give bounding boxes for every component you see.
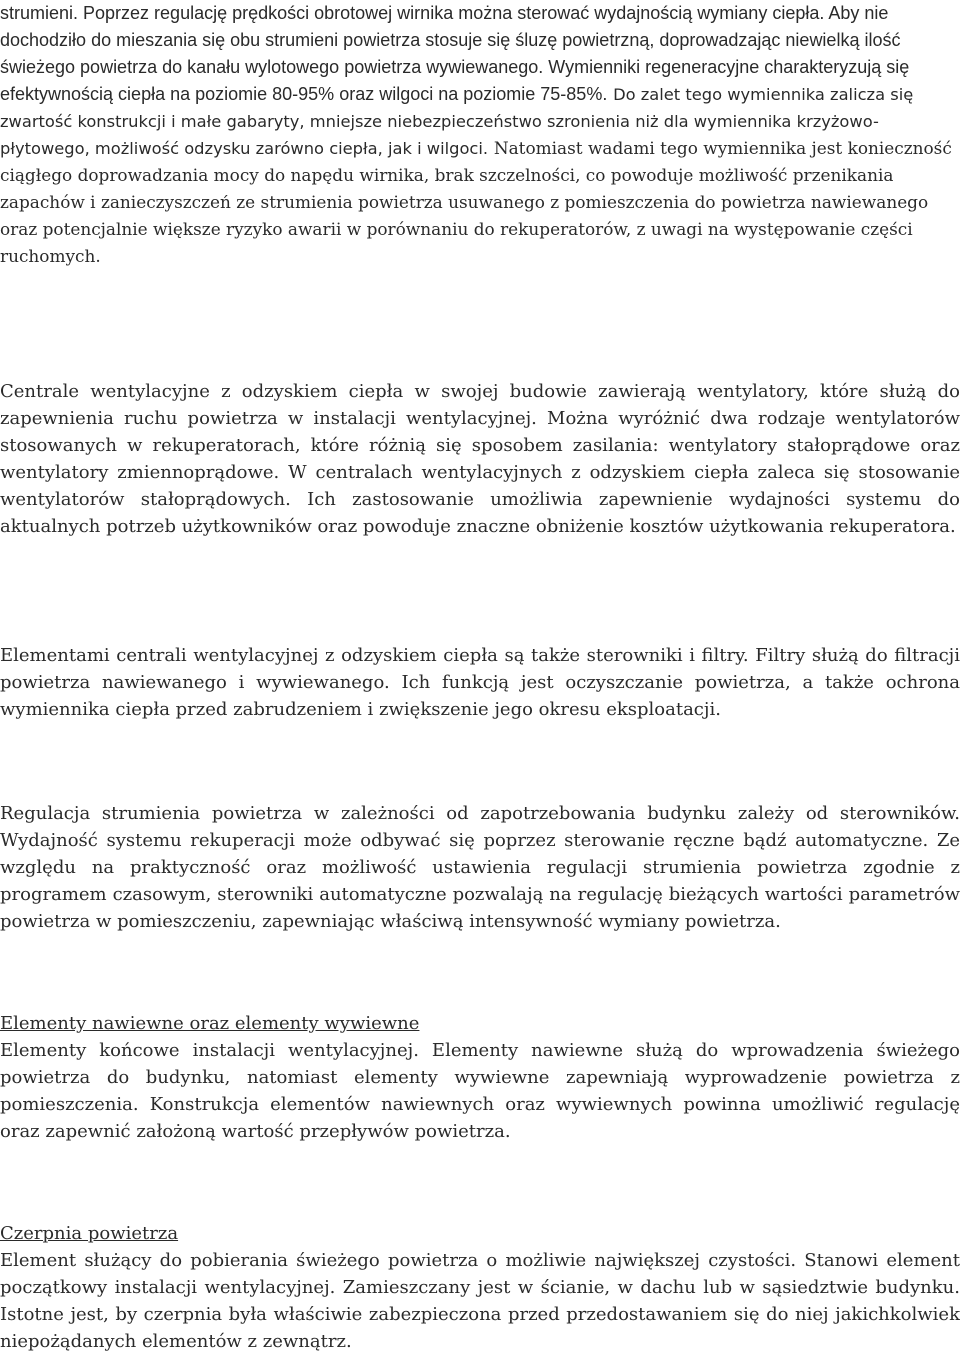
paragraph-controllers-filters: Elementami centrali wentylacyjnej z odzyskiem ciepła są także sterowniki i filtry. Filtry służą do filtracji powietrza nawiewanego i wywiewanego. Ich funkcją jest oczyszczanie powietrza, a także ochrona wymiennika ciepła przed zabrudzeniem i zwiększenie jego okresu eksploatacji. [0,645,960,720]
paragraph-fans: Centrale wentylacyjne z odzyskiem ciepła w swojej budowie zawierają wentylatory, które służą do zapewnienia ruchu powietrza w instalacji wentylacyjnej. Można wyróżnić dwa rodzaje wentylatorów stosowanych w rekuperatorach, które różnią się sposobem zasilania: wentylatory stałoprądowe oraz wentylatory zmiennoprądowe. W centralach wentylacyjnych z odzyskiem ciepła zaleca się stosowanie wentylatorów stałoprądowych. Ich zastosowanie umożliwia zapewnienie wydajności systemu do aktualnych potrzeb użytkowników oraz powoduje znaczne obniżenie kosztów użytkowania rekuperatora. [0,381,960,537]
section-air-intake [0,1220,960,1355]
section-supply-exhaust-elements [0,1010,960,1145]
text-segment-advantages: Do zalet tego wymiennika zalicza się zwartość konstrukcji i małe gabaryty, mniejsze niebezpieczeństwo szronienia niż dla wymiennika krzyżowo-płytowego, możliwość odzysku zarówno ciepła, jak i wilgoci. [0,85,914,158]
section-heading: Czerpnia powietrza [0,1223,179,1244]
section-body: Elementy końcowe instalacji wentylacyjnej. Elementy nawiewne służą do wprowadzenia świeżego powietrza do budynku, natomiast elementy wywiewne zapewniają wyprowadzenie powietrza z pomieszczenia. Konstrukcja elementów nawiewnych oraz wywiewnych powinna umożliwić regulację oraz zapewnić założoną wartość przepływów powietrza. [0,1040,960,1142]
paragraph-air-regulation: Regulacja strumienia powietrza w zależności od zapotrzebowania budynku zależy od sterowników. Wydajność systemu rekuperacji może odbywać się poprzez sterowanie ręczne bądź automatyczne. Ze względu na praktyczność oraz możliwość ustawienia regulacji strumienia powietrza zgodnie z programem czasowym, sterowniki automatyczne pozwalają na regulację bieżących wartości parametrów powietrza w pomieszczeniu, zapewniając właściwą intensywność wymiany powietrza. [0,803,960,932]
section-heading: Elementy nawiewne oraz elementy wywiewne [0,1013,420,1034]
section-body: Element służący do pobierania świeżego powietrza o możliwie największej czystości. Stanowi element początkowy instalacji wentylacyjnej. Zamieszczany jest w ścianie, w dachu lub w sąsiedztwie budynku. Istotne jest, by czerpnia była właściwie zabezpieczona przed przedostawaniem się do niej jakichkolwiek niepożądanych elementów z zewnątrz. [0,1250,960,1352]
text-segment-disadvantages: Natomiast wadami tego wymiennika jest konieczność ciągłego doprowadzania mocy do napędu wirnika, brak szczelności, co powoduje możliwość przenikania zapachów i zanieczyszczeń ze strumienia powietrza usuwanego z pomieszczenia do powietrza nawiewanego oraz potencjalnie większe ryzyko awarii w porównaniu do rekuperatorów, z uwagi na występowanie części ruchomych. [0,138,952,266]
paragraph-rotary-exchanger [0,0,960,270]
text-segment-efficiency: strumieni. Poprzez regulację prędkości obrotowej wirnika można sterować wydajnością wymiany ciepła. Aby nie dochodziło do mieszania się obu strumieni powietrza stosuje się śluzę powietrzną, doprowadzając niewielką ilość świeżego powietrza do kanału wylotowego powietrza wywiewanego. Wymienniki regeneracyjne charakteryzują się efektywnością ciepła na poziomie 80-95% oraz wilgoci na poziomie 75-85%. [0,3,910,104]
